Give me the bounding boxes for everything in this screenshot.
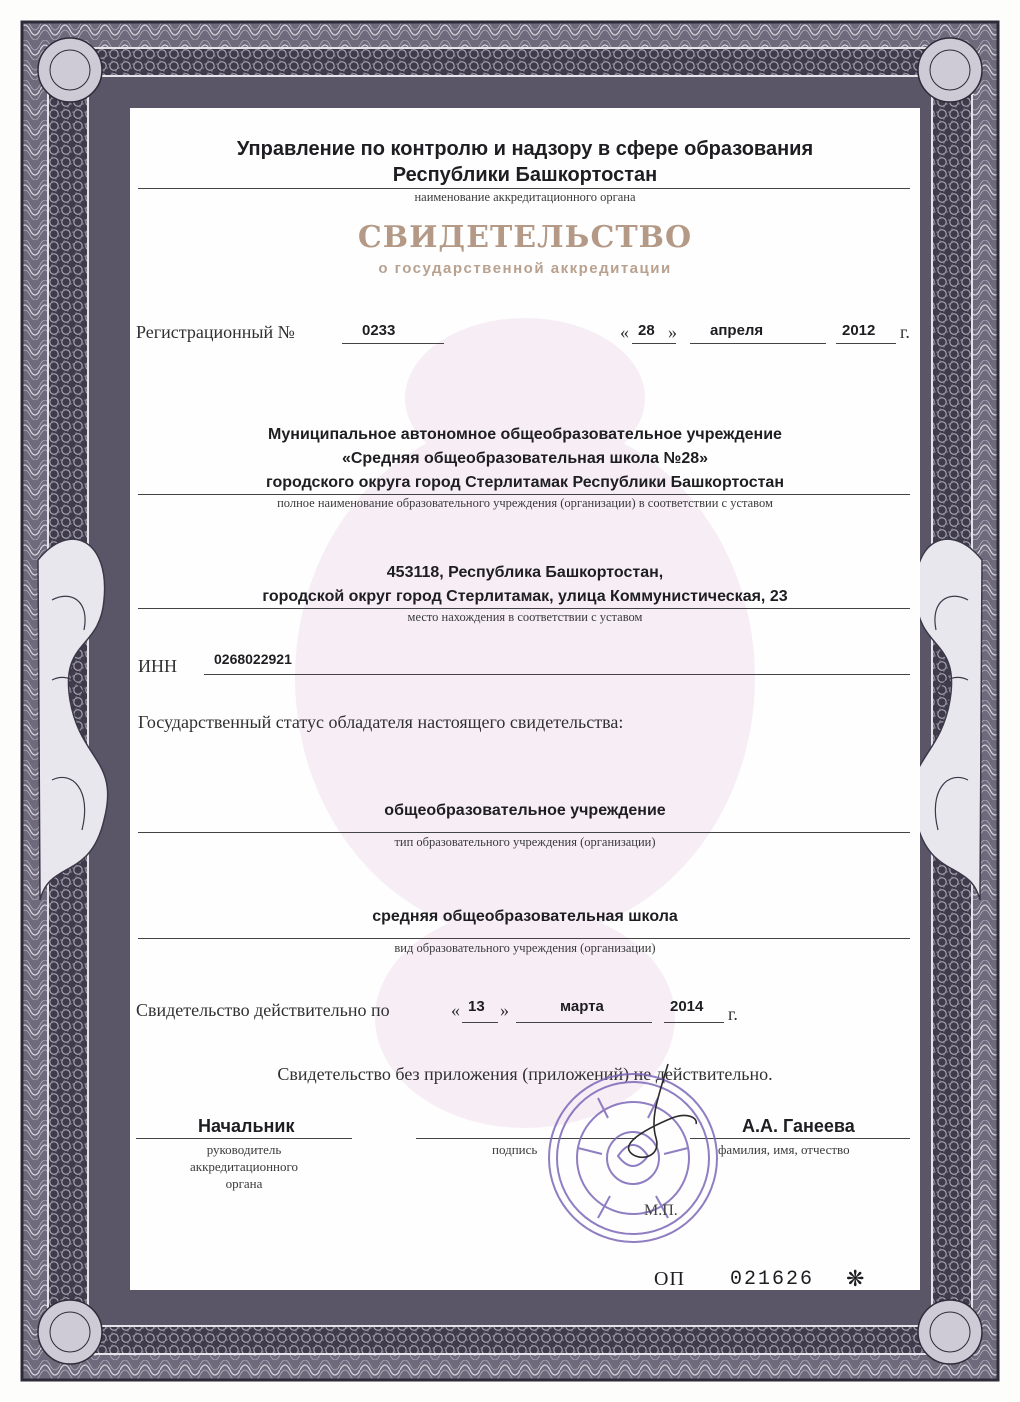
document-subtitle: о государственной аккредитации	[378, 260, 672, 277]
position-caption-1: руководитель	[206, 1142, 282, 1157]
position-caption-3: органа	[225, 1176, 263, 1191]
authority-caption: наименование аккредитационного органа	[414, 190, 636, 204]
validity-year: 2014	[670, 998, 704, 1015]
signer-position: Начальник	[198, 1116, 295, 1136]
reg-open-quote: «	[620, 322, 629, 342]
name-caption: фамилия, имя, отчество	[718, 1142, 850, 1157]
status-heading: Государственный статус обладателя настоящего свидетельства:	[138, 712, 624, 732]
validity-close-quote: »	[500, 1000, 509, 1020]
registration-number: 0233	[362, 322, 396, 339]
document-title: СВИДЕТЕЛЬСТВО	[357, 220, 693, 255]
official-seal	[538, 1058, 728, 1248]
position-caption-2: аккредитационного	[189, 1159, 299, 1174]
attachment-note: Свидетельство без приложения (приложений) не действительно.	[277, 1064, 773, 1084]
serial-series: ОП	[654, 1268, 685, 1290]
reg-close-quote: »	[668, 322, 677, 342]
validity-label: Свидетельство действительно по	[136, 1000, 390, 1020]
validity-open-quote: «	[451, 1000, 460, 1020]
authority-name-line1: Управление по контролю и надзору в сфере образования	[236, 138, 814, 160]
inn-label: ИНН	[138, 656, 177, 676]
certificate-body	[130, 108, 920, 1290]
institution-line1: Муниципальное автономное общеобразовательное учреждение	[268, 426, 782, 443]
validity-year-suffix: г.	[728, 1004, 738, 1024]
seal-mark: М.П.	[644, 1202, 678, 1219]
registration-month: апреля	[710, 322, 764, 339]
institution-line3: городского округа город Стерлитамак Республики Башкортостан	[266, 474, 784, 491]
registration-day: 28	[638, 322, 655, 339]
address-caption: место нахождения в соответствии с уставом	[407, 610, 643, 624]
institution-caption: полное наименование образовательного учреждения (организации) в соответствии с уставом	[277, 496, 773, 510]
registration-year-suffix: г.	[900, 322, 910, 342]
institution-kind-caption: вид образовательного учреждения (организации)	[394, 941, 656, 955]
serial-number: 021626	[730, 1268, 815, 1291]
validity-day: 13	[468, 998, 485, 1015]
institution-type: общеобразовательное учреждение	[384, 802, 666, 819]
authority-name-line2: Республики Башкортостан	[392, 164, 658, 186]
emblem-watermark	[220, 258, 830, 1158]
validity-month: марта	[560, 998, 604, 1015]
signer-name: А.А. Ганеева	[742, 1116, 855, 1136]
address-line1: 453118, Республика Башкортостан,	[386, 564, 664, 581]
address-line2: городской округ город Стерлитамак, улица Коммунистическая, 23	[262, 588, 788, 605]
inn-value: 0268022921	[214, 651, 292, 667]
registration-label: Регистрационный №	[136, 322, 295, 342]
institution-type-caption: тип образовательного учреждения (организации)	[394, 835, 656, 849]
registration-year: 2012	[842, 322, 876, 339]
institution-line2: «Средняя общеобразовательная школа №28»	[341, 450, 709, 467]
serial-symbol: ❋	[846, 1266, 865, 1291]
signature-caption: подпись	[492, 1142, 538, 1157]
institution-kind: средняя общеобразовательная школа	[372, 908, 678, 925]
